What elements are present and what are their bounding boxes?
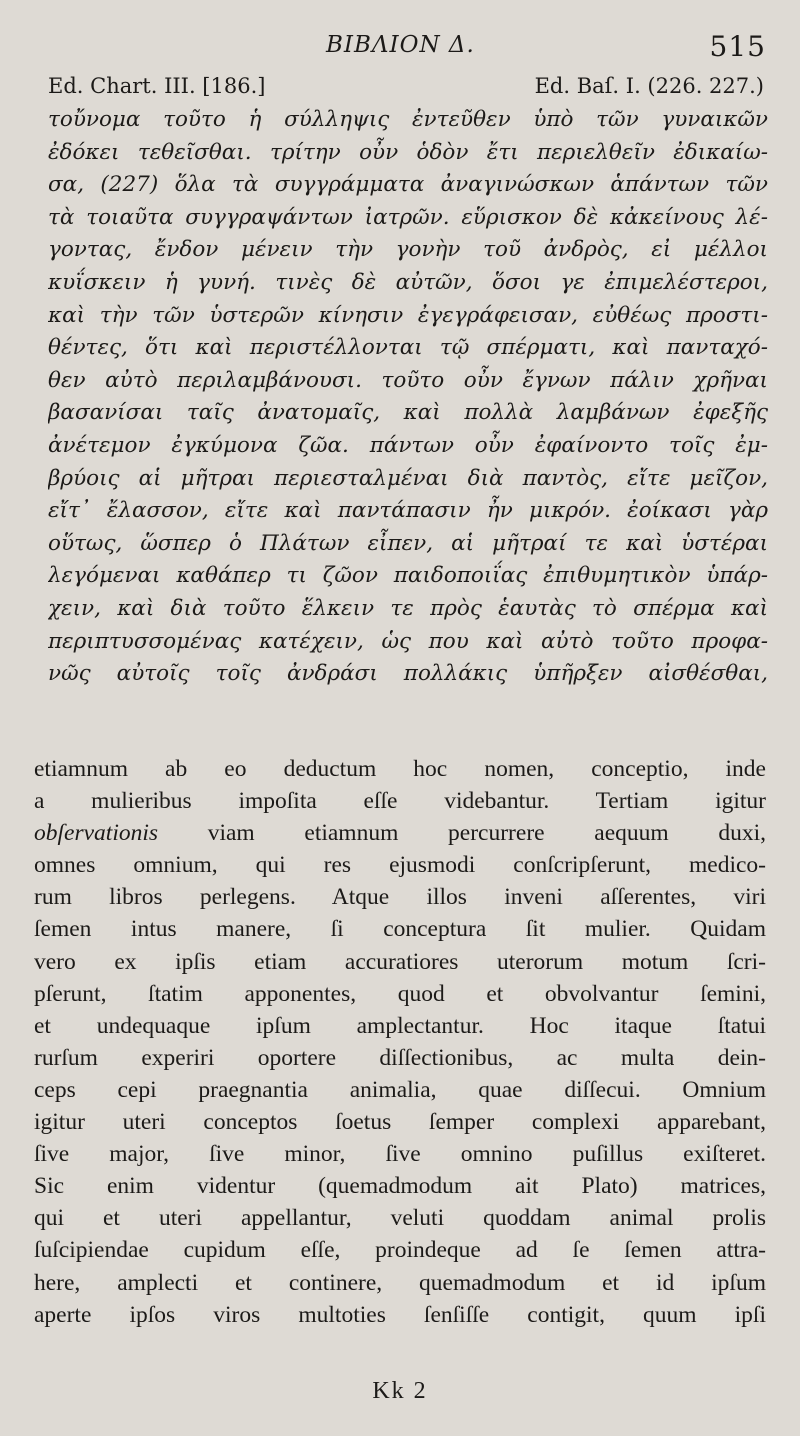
latin-text-line: pſerunt, ſtatim apponentes, quod et obvolvantur ſemini,	[34, 980, 766, 1007]
greek-text-line: ἀνέτεμον ἐγκύμονα ζῶα. πάντων οὖν ἐφαίνοντο τοῖς ἐμ-	[48, 432, 768, 458]
book-title: ΒΙΒΛΙΟΝ Δ.	[326, 32, 475, 58]
greek-text-line: τὰ τοιαῦτα συγγραψάντων ἰατρῶν. εὕρισκον δὲ κἀκείνους λέ-	[48, 204, 768, 230]
greek-text-line: θέντες, ὅτι καὶ περιστέλλονται τῷ σπέρματι, καὶ πανταχό-	[48, 335, 768, 361]
greek-text-line: περιπτυσσομένας κατέχειν, ὡς που καὶ αὐτὸ τοῦτο προφα-	[48, 628, 768, 654]
greek-text-line: βασανίσαι ταῖς ἀνατομαῖς, καὶ πολλὰ λαμβάνων ἐφεξῆς	[48, 400, 768, 426]
latin-text-line: vero ex ipſis etiam accuratiores uterorum motum ſcri-	[34, 948, 766, 975]
latin-text-line: ſuſcipiendae cupidum eſſe, proindeque ad ſe ſemen attra-	[34, 1237, 766, 1264]
greek-text-line: σα, (227) ὅλα τὰ συγγράμματα ἀναγινώσκων ἁπάντων τῶν	[48, 172, 768, 198]
greek-text-line: θεν αὐτὸ περιλαμβάνουσι. τοῦτο οὖν ἔγνων πάλιν χρῆναι	[48, 367, 768, 393]
latin-text-line	[34, 817, 766, 849]
edition-chartier-reference: Ed. Chart. III. [186.]	[48, 74, 266, 98]
latin-text-block	[34, 753, 766, 1331]
greek-text-line: γοντας, ἔνδον μένειν τὴν γονὴν τοῦ ἀνδρὸς, εἰ μέλλοι	[48, 237, 768, 263]
greek-text-line: καὶ τὴν τῶν ὑστερῶν κίνησιν ἐγεγράφεισαν, εὐθέως προστι-	[48, 302, 768, 328]
latin-text-line: rum libros perlegens. Atque illos inveni aſſerentes, viri	[34, 884, 766, 911]
italic-term: obſervationis	[34, 820, 159, 847]
latin-line-remainder: viam etiamnum percurrere aequum duxi,	[158, 820, 766, 847]
latin-text-line: qui et uteri appellantur, veluti quoddam animal prolis	[34, 1205, 766, 1232]
edition-reference-line	[48, 74, 764, 104]
greek-text-line: βρύοις αἱ μῆτραι περιεσταλμέναι διὰ παντὸς, εἴτε μεῖζον,	[48, 465, 768, 491]
latin-text-line: igitur uteri conceptos ſoetus ſemper complexi apparebant,	[34, 1109, 766, 1136]
latin-text-line: et undequaque ipſum amplectantur. Hoc itaque ſtatui	[34, 1012, 766, 1039]
greek-text-line: νῶς αὐτοῖς τοῖς ἀνδράσι πολλάκις ὑπῆρξεν αἰσθέσθαι,	[48, 661, 768, 687]
latin-text-line: ſive major, ſive minor, ſive omnino puſillus exiſteret.	[34, 1141, 766, 1168]
running-head	[0, 26, 800, 66]
greek-text-line: εἴτ᾽ ἔλασσον, εἴτε καὶ παντάπασιν ἦν μικρόν. ἐοίκασι γὰρ	[48, 498, 768, 524]
greek-text-line: χειν, καὶ διὰ τοῦτο ἕλκειν τε πρὸς ἑαυτὰς τὸ σπέρμα καὶ	[48, 595, 768, 621]
latin-text-line: ſemen intus manere, ſi conceptura ſit mulier. Quidam	[34, 916, 766, 943]
greek-text-line: ἐδόκει τεθεῖσθαι. τρίτην οὖν ὁδὸν ἔτι περιελθεῖν ἐδικαίω-	[48, 139, 768, 165]
greek-text-line: οὕτως, ὥσπερ ὁ Πλάτων εἶπεν, αἱ μῆτραί τε καὶ ὑστέραι	[48, 530, 768, 556]
latin-text-line: etiamnum ab eo deductum hoc nomen, conceptio, inde	[34, 756, 766, 782]
edition-basel-reference: Ed. Baſ. I. (226. 227.)	[534, 74, 764, 98]
signature-mark: Kk 2	[372, 1378, 428, 1404]
greek-text-line: κυΐσκειν ἡ γυνή. τινὲς δὲ αὐτῶν, ὅσοι γε ἐπιμελέστεροι,	[48, 269, 768, 295]
latin-text-line: omnes omnium, qui res ejusmodi conſcripſerunt, medico-	[34, 852, 766, 879]
latin-text-line: aperte ipſos viros multoties ſenſiſſe contigit, quum ipſi	[34, 1301, 766, 1328]
greek-text-line: τοὔνομα τοῦτο ἡ σύλληψις ἐντεῦθεν ὑπὸ τῶν γυναικῶν	[48, 107, 768, 132]
latin-text-line: here, amplecti et continere, quemadmodum et id ipſum	[34, 1269, 766, 1296]
greek-text-line: λεγόμεναι καθάπερ τι ζῶον παιδοποιΐας ἐπιθυμητικὸν ὑπάρ-	[48, 563, 768, 589]
latin-text-line: Sic enim videntur (quemadmodum ait Plato) matrices,	[34, 1173, 766, 1200]
latin-text-line: rurſum experiri oportere diſſectionibus, ac multa dein-	[34, 1044, 766, 1071]
latin-text-line: ceps cepi praegnantia animalia, quae diſſecui. Omnium	[34, 1076, 766, 1103]
latin-text-line: a mulieribus impoſita eſſe videbantur. Tertiam igitur	[34, 788, 766, 815]
greek-text-block	[48, 104, 768, 691]
page-number: 515	[709, 30, 766, 63]
